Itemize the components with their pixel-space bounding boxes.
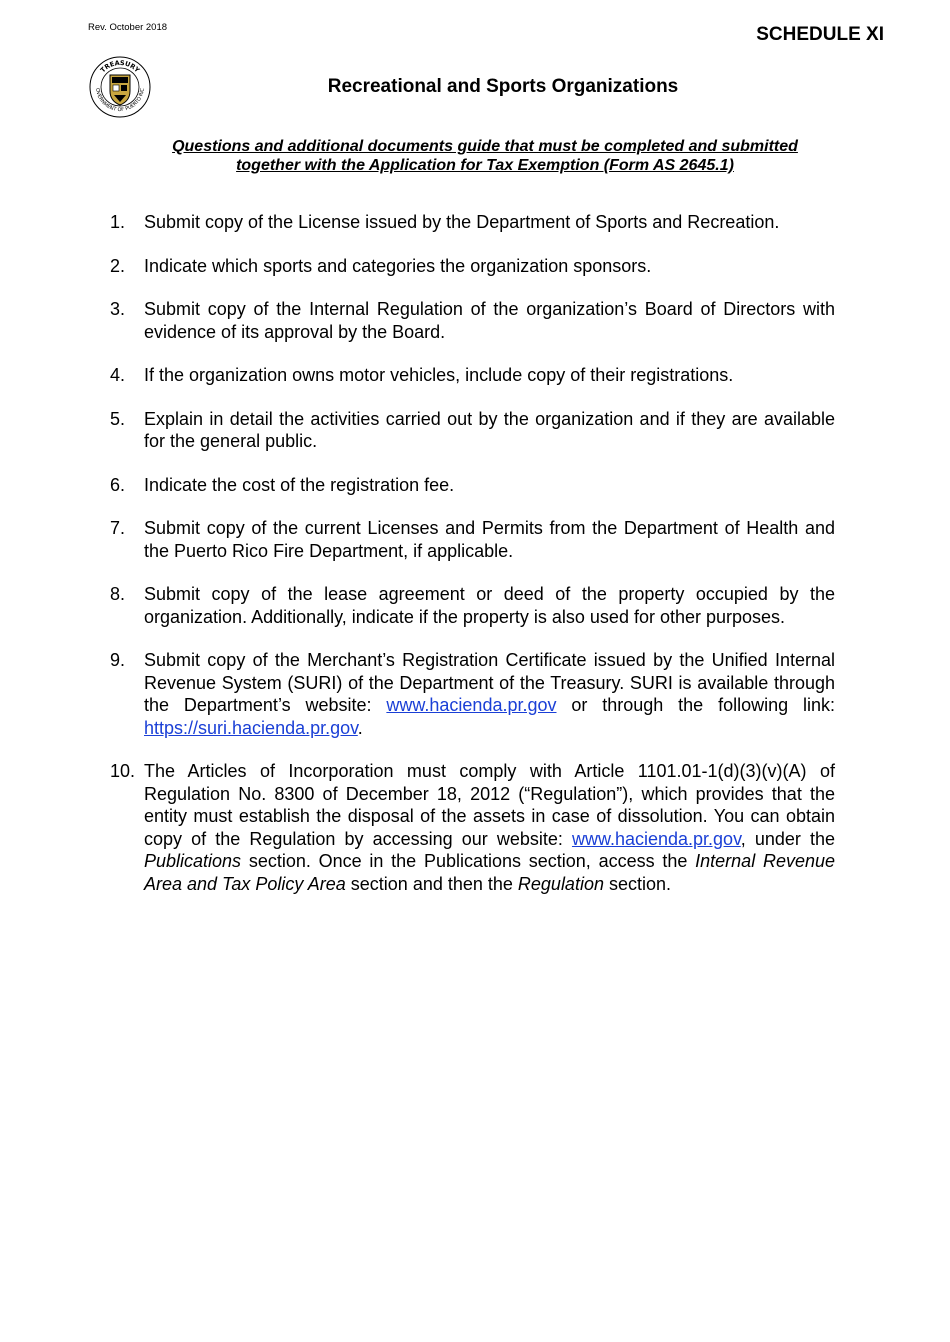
- item-text-part: .: [357, 717, 363, 738]
- item-text: Indicate the cost of the registration fee.: [144, 474, 455, 495]
- publications-emphasis: Publications: [144, 851, 242, 871]
- tax-policy-area-emphasis: Internal Revenue Area and Tax Policy Area: [144, 851, 836, 894]
- item-number: 5.: [110, 408, 126, 429]
- list-item: [110, 298, 835, 343]
- item-number: 7.: [110, 518, 126, 538]
- item-text-part: section.: [603, 873, 672, 894]
- list-item: [110, 408, 835, 453]
- item-text: [144, 760, 835, 895]
- list-item-9: [110, 649, 835, 739]
- item-text: [144, 649, 835, 739]
- item-text-part: section. Once in the Publications section, access the: [241, 851, 696, 871]
- item-text-part: section and then the: [345, 873, 518, 894]
- regulation-emphasis: Regulation: [517, 873, 604, 894]
- item-text-part: , under the: [740, 828, 835, 849]
- item-text-part: or through the following link:: [556, 695, 835, 715]
- item-number: 10.: [110, 761, 136, 781]
- subtitle-line-1: Questions and additional documents guide that must be completed and submitted: [172, 138, 798, 155]
- requirements-list: [110, 211, 835, 916]
- item-text-part: Submit copy of the Merchant’s Registration Certificate issued by the Unified Internal Revenue System (SURI) of the Department of the Treasury. SURI is available through the Department’s website:: [144, 650, 835, 715]
- item-number: 1.: [110, 212, 126, 232]
- subtitle-line-2: together with the Application for Tax Exemption (Form AS 2645.1): [236, 157, 734, 174]
- list-item: [110, 583, 835, 628]
- svg-text:GOVERNMENT OF PUERTO RICO: OVERNMENT OF PUERTO RIC: [93, 87, 147, 114]
- hacienda-website-link[interactable]: www.hacienda.pr.gov: [571, 828, 741, 849]
- list-item: [110, 211, 835, 234]
- list-item: [110, 474, 835, 497]
- item-text: Submit copy of the lease agreement or deed of the property occupied by the organization. Additionally, indicate if the property is also used for other purposes.: [144, 584, 835, 627]
- item-text: Indicate which sports and categories the organization sponsors.: [144, 255, 652, 276]
- item-number: 2.: [110, 255, 126, 276]
- item-text: Explain in detail the activities carried out by the organization and if they are available for the general public.: [144, 408, 835, 451]
- list-item: [110, 364, 835, 387]
- svg-text:TREASURY: TREASURY: [98, 58, 142, 75]
- item-number: 4.: [110, 365, 126, 385]
- item-number: 6.: [110, 474, 126, 495]
- page-title: Recreational and Sports Organizations: [327, 76, 679, 97]
- item-number: 8.: [110, 584, 126, 604]
- list-item-10: [110, 760, 835, 895]
- item-text: If the organization owns motor vehicles, include copy of their registrations.: [144, 365, 734, 385]
- item-number: 3.: [110, 299, 126, 319]
- suri-link[interactable]: https://suri.hacienda.pr.gov: [144, 717, 358, 738]
- item-text: Submit copy of the Internal Regulation of the organization’s Board of Directors with evidence of its approval by the Board.: [144, 299, 835, 342]
- list-item: [110, 255, 835, 278]
- subtitle: [120, 137, 850, 175]
- item-text: Submit copy of the current Licenses and Permits from the Department of Health and the Puerto Rico Fire Department, if applicable.: [144, 518, 835, 561]
- item-text: Submit copy of the License issued by the Department of Sports and Recreation.: [144, 212, 780, 232]
- hacienda-website-link[interactable]: www.hacienda.pr.gov: [386, 695, 557, 715]
- revision-date: Rev. October 2018: [88, 22, 168, 33]
- item-number: 9.: [110, 650, 126, 670]
- list-item: [110, 517, 835, 562]
- item-text-part: The Articles of Incorporation must comply with Article 1101.01-1(d)(3)(v)(A) of Regulation No. 8300 of December 18, 2012 (“Regulation”), which provides that the entity must establish the disposal of the assets in case of dissolution. You can obtain copy of the Regulation by accessing our website:: [144, 761, 835, 849]
- schedule-label: SCHEDULE XI: [756, 24, 884, 45]
